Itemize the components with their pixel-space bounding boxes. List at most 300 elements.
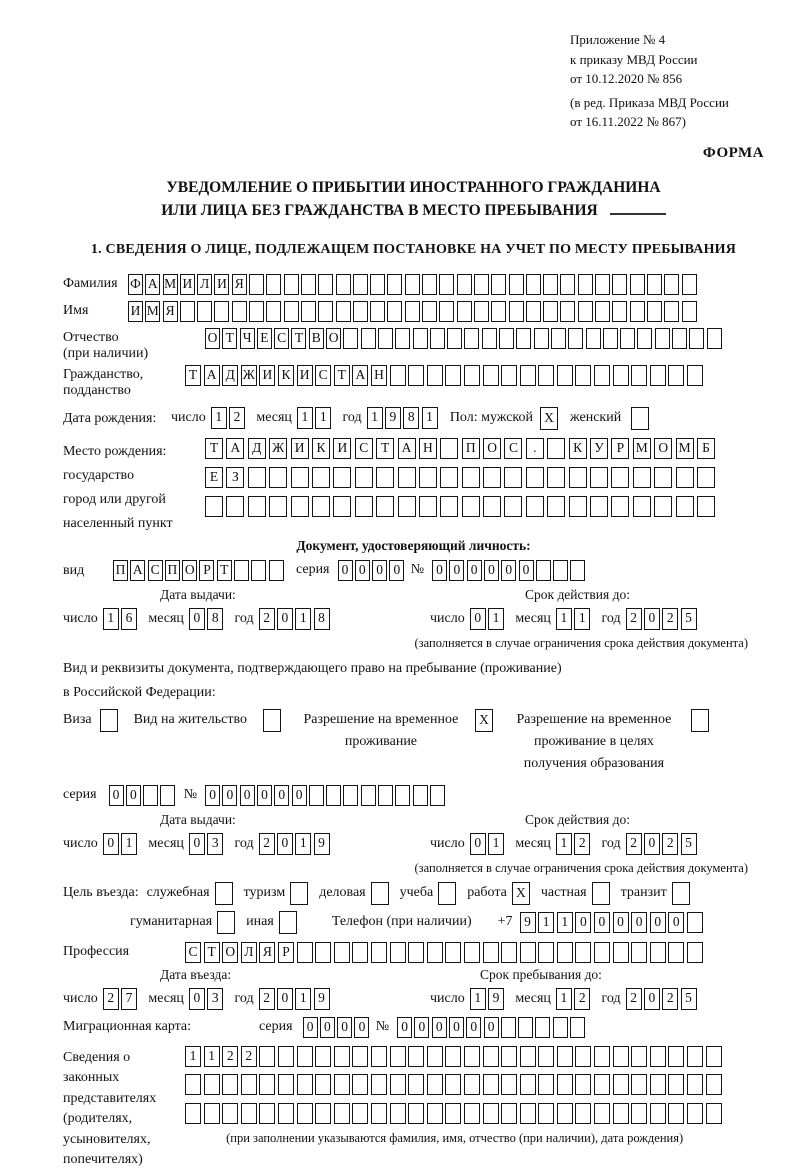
month-box[interactable]: 1: [556, 833, 572, 855]
char-box[interactable]: 0: [613, 912, 629, 933]
char-box[interactable]: [483, 1103, 499, 1124]
char-box[interactable]: [483, 496, 501, 517]
month-box[interactable]: 3: [207, 833, 223, 855]
char-box[interactable]: М: [676, 438, 694, 459]
char-box[interactable]: Д: [222, 365, 238, 386]
char-box[interactable]: [251, 560, 266, 581]
char-box[interactable]: А: [130, 560, 145, 581]
char-box[interactable]: [445, 1074, 461, 1095]
day-box[interactable]: 0: [470, 608, 486, 630]
char-box[interactable]: [259, 1103, 275, 1124]
char-box[interactable]: Т: [185, 365, 201, 386]
char-box[interactable]: [309, 785, 324, 806]
day-box[interactable]: 1: [488, 608, 504, 630]
char-box[interactable]: [613, 1074, 629, 1095]
char-box[interactable]: [668, 1074, 684, 1095]
char-box[interactable]: С: [185, 942, 201, 963]
char-box[interactable]: [687, 912, 703, 933]
char-box[interactable]: [291, 496, 309, 517]
char-box[interactable]: К: [278, 365, 294, 386]
char-box[interactable]: [578, 274, 593, 295]
char-box[interactable]: Т: [205, 438, 223, 459]
year-box[interactable]: 5: [681, 988, 697, 1010]
char-box[interactable]: [352, 1103, 368, 1124]
char-box[interactable]: [611, 496, 629, 517]
char-box[interactable]: [413, 785, 428, 806]
year-box[interactable]: 2: [259, 833, 275, 855]
char-box[interactable]: [439, 301, 454, 322]
char-box[interactable]: [536, 560, 551, 581]
char-box[interactable]: [575, 365, 591, 386]
char-box[interactable]: [334, 1103, 350, 1124]
char-box[interactable]: [378, 328, 393, 349]
char-box[interactable]: [312, 496, 330, 517]
char-box[interactable]: [376, 496, 394, 517]
char-box[interactable]: [557, 1074, 573, 1095]
char-box[interactable]: [560, 301, 575, 322]
char-box[interactable]: [570, 1017, 585, 1038]
char-box[interactable]: [398, 496, 416, 517]
char-box[interactable]: [516, 328, 531, 349]
day-box[interactable]: 7: [121, 988, 137, 1010]
char-box[interactable]: [526, 467, 544, 488]
char-box[interactable]: [613, 365, 629, 386]
char-box[interactable]: С: [504, 438, 522, 459]
char-box[interactable]: 0: [466, 1017, 481, 1038]
purpose-checkbox[interactable]: [371, 882, 389, 905]
char-box[interactable]: 0: [432, 560, 447, 581]
char-box[interactable]: [557, 1046, 573, 1067]
char-box[interactable]: [464, 328, 479, 349]
char-box[interactable]: [707, 328, 722, 349]
char-box[interactable]: [689, 328, 704, 349]
char-box[interactable]: 0: [292, 785, 307, 806]
month-box[interactable]: 8: [207, 608, 223, 630]
year-box[interactable]: 0: [644, 988, 660, 1010]
char-box[interactable]: [143, 785, 158, 806]
char-box[interactable]: 0: [501, 560, 516, 581]
char-box[interactable]: [301, 301, 316, 322]
char-box[interactable]: [259, 1074, 275, 1095]
char-box[interactable]: [668, 365, 684, 386]
char-box[interactable]: [370, 301, 385, 322]
year-box[interactable]: 1: [295, 988, 311, 1010]
char-box[interactable]: [520, 1103, 536, 1124]
char-box[interactable]: [547, 438, 565, 459]
char-box[interactable]: [204, 1103, 220, 1124]
char-box[interactable]: 1: [557, 912, 573, 933]
char-box[interactable]: [232, 301, 247, 322]
char-box[interactable]: [595, 301, 610, 322]
char-box[interactable]: [387, 301, 402, 322]
char-box[interactable]: 1: [185, 1046, 201, 1067]
year-box[interactable]: 9: [385, 407, 401, 429]
char-box[interactable]: [440, 438, 458, 459]
char-box[interactable]: [371, 1074, 387, 1095]
char-box[interactable]: [687, 365, 703, 386]
char-box[interactable]: 0: [274, 785, 289, 806]
char-box[interactable]: 0: [126, 785, 141, 806]
char-box[interactable]: [637, 328, 652, 349]
month-box[interactable]: 1: [315, 407, 331, 429]
char-box[interactable]: С: [148, 560, 163, 581]
char-box[interactable]: [575, 1103, 591, 1124]
char-box[interactable]: М: [145, 301, 160, 322]
char-box[interactable]: [586, 328, 601, 349]
day-box[interactable]: 1: [103, 608, 119, 630]
char-box[interactable]: [633, 496, 651, 517]
month-box[interactable]: 1: [574, 608, 590, 630]
year-box[interactable]: 1: [295, 833, 311, 855]
year-box[interactable]: 9: [314, 833, 330, 855]
char-box[interactable]: [395, 785, 410, 806]
char-box[interactable]: Я: [163, 301, 178, 322]
char-box[interactable]: [334, 1046, 350, 1067]
char-box[interactable]: [520, 1046, 536, 1067]
char-box[interactable]: [682, 301, 697, 322]
char-box[interactable]: [612, 301, 627, 322]
char-box[interactable]: [241, 1074, 257, 1095]
char-box[interactable]: 0: [631, 912, 647, 933]
char-box[interactable]: [378, 785, 393, 806]
char-box[interactable]: [464, 365, 480, 386]
sex-female-checkbox[interactable]: [631, 407, 649, 430]
char-box[interactable]: [249, 274, 264, 295]
char-box[interactable]: О: [205, 328, 220, 349]
char-box[interactable]: И: [291, 438, 309, 459]
char-box[interactable]: 0: [575, 912, 591, 933]
char-box[interactable]: [633, 467, 651, 488]
char-box[interactable]: [204, 1074, 220, 1095]
char-box[interactable]: Т: [334, 365, 350, 386]
char-box[interactable]: [408, 365, 424, 386]
char-box[interactable]: [427, 1046, 443, 1067]
char-box[interactable]: [284, 301, 299, 322]
month-box[interactable]: 2: [574, 833, 590, 855]
char-box[interactable]: Е: [257, 328, 272, 349]
char-box[interactable]: [353, 301, 368, 322]
char-box[interactable]: 0: [337, 1017, 352, 1038]
char-box[interactable]: [361, 785, 376, 806]
char-box[interactable]: 0: [414, 1017, 429, 1038]
char-box[interactable]: А: [352, 365, 368, 386]
char-box[interactable]: [575, 1046, 591, 1067]
day-box[interactable]: 9: [488, 988, 504, 1010]
char-box[interactable]: [259, 1046, 275, 1067]
char-box[interactable]: [520, 1074, 536, 1095]
purpose-checkbox[interactable]: [217, 911, 235, 934]
char-box[interactable]: [315, 1103, 331, 1124]
day-box[interactable]: 0: [470, 833, 486, 855]
char-box[interactable]: [687, 1046, 703, 1067]
char-box[interactable]: [578, 301, 593, 322]
char-box[interactable]: [482, 328, 497, 349]
char-box[interactable]: [483, 942, 499, 963]
char-box[interactable]: [249, 301, 264, 322]
char-box[interactable]: [706, 1074, 722, 1095]
year-box[interactable]: 8: [403, 407, 419, 429]
char-box[interactable]: [504, 467, 522, 488]
char-box[interactable]: [575, 1074, 591, 1095]
char-box[interactable]: [501, 1103, 517, 1124]
month-box[interactable]: 0: [189, 988, 205, 1010]
char-box[interactable]: Н: [371, 365, 387, 386]
char-box[interactable]: [269, 560, 284, 581]
char-box[interactable]: [668, 1046, 684, 1067]
char-box[interactable]: [538, 1074, 554, 1095]
char-box[interactable]: [408, 1046, 424, 1067]
year-box[interactable]: 2: [259, 608, 275, 630]
char-box[interactable]: [371, 1046, 387, 1067]
char-box[interactable]: Л: [197, 274, 212, 295]
year-box[interactable]: 2: [626, 608, 642, 630]
char-box[interactable]: Р: [199, 560, 214, 581]
char-box[interactable]: [499, 328, 514, 349]
month-box[interactable]: 0: [189, 833, 205, 855]
char-box[interactable]: [334, 942, 350, 963]
char-box[interactable]: [462, 496, 480, 517]
char-box[interactable]: Н: [419, 438, 437, 459]
sex-male-checkbox[interactable]: X: [540, 407, 558, 430]
char-box[interactable]: [214, 301, 229, 322]
char-box[interactable]: [535, 1017, 550, 1038]
purpose-checkbox[interactable]: [290, 882, 308, 905]
char-box[interactable]: [534, 328, 549, 349]
char-box[interactable]: [526, 496, 544, 517]
char-box[interactable]: [543, 274, 558, 295]
char-box[interactable]: [405, 274, 420, 295]
char-box[interactable]: [427, 1074, 443, 1095]
char-box[interactable]: [390, 1074, 406, 1095]
char-box[interactable]: С: [274, 328, 289, 349]
year-box[interactable]: 5: [681, 608, 697, 630]
char-box[interactable]: [370, 274, 385, 295]
char-box[interactable]: [248, 467, 266, 488]
char-box[interactable]: [526, 274, 541, 295]
char-box[interactable]: [650, 1103, 666, 1124]
char-box[interactable]: [430, 785, 445, 806]
char-box[interactable]: [631, 1103, 647, 1124]
char-box[interactable]: [464, 1103, 480, 1124]
char-box[interactable]: [185, 1103, 201, 1124]
char-box[interactable]: [222, 1103, 238, 1124]
purpose-checkbox[interactable]: [215, 882, 233, 905]
char-box[interactable]: 1: [538, 912, 554, 933]
char-box[interactable]: [464, 1074, 480, 1095]
char-box[interactable]: 0: [109, 785, 124, 806]
char-box[interactable]: [427, 942, 443, 963]
year-box[interactable]: 0: [277, 608, 293, 630]
char-box[interactable]: [445, 365, 461, 386]
char-box[interactable]: [594, 1074, 610, 1095]
char-box[interactable]: [413, 328, 428, 349]
char-box[interactable]: [315, 1046, 331, 1067]
char-box[interactable]: [445, 942, 461, 963]
char-box[interactable]: [419, 496, 437, 517]
char-box[interactable]: О: [182, 560, 197, 581]
char-box[interactable]: [613, 1046, 629, 1067]
char-box[interactable]: [408, 1103, 424, 1124]
month-box[interactable]: 1: [556, 988, 572, 1010]
char-box[interactable]: У: [590, 438, 608, 459]
char-box[interactable]: Т: [291, 328, 306, 349]
char-box[interactable]: [491, 301, 506, 322]
char-box[interactable]: .: [526, 438, 544, 459]
char-box[interactable]: 0: [240, 785, 255, 806]
char-box[interactable]: [594, 1103, 610, 1124]
char-box[interactable]: [297, 1074, 313, 1095]
char-box[interactable]: К: [312, 438, 330, 459]
char-box[interactable]: [427, 365, 443, 386]
char-box[interactable]: [387, 274, 402, 295]
char-box[interactable]: 9: [520, 912, 536, 933]
purpose-checkbox[interactable]: X: [512, 882, 530, 905]
month-box[interactable]: 3: [207, 988, 223, 1010]
char-box[interactable]: [491, 274, 506, 295]
char-box[interactable]: [419, 467, 437, 488]
year-box[interactable]: 0: [644, 608, 660, 630]
char-box[interactable]: 0: [389, 560, 404, 581]
year-box[interactable]: 0: [277, 833, 293, 855]
char-box[interactable]: [538, 1103, 554, 1124]
char-box[interactable]: [483, 1046, 499, 1067]
char-box[interactable]: Я: [232, 274, 247, 295]
char-box[interactable]: [352, 1074, 368, 1095]
char-box[interactable]: 0: [354, 1017, 369, 1038]
char-box[interactable]: [595, 274, 610, 295]
day-box[interactable]: 6: [121, 608, 137, 630]
char-box[interactable]: [422, 301, 437, 322]
char-box[interactable]: [668, 1103, 684, 1124]
temp-residence-checkbox[interactable]: X: [475, 709, 493, 732]
char-box[interactable]: [538, 1046, 554, 1067]
char-box[interactable]: [462, 467, 480, 488]
char-box[interactable]: [687, 942, 703, 963]
char-box[interactable]: [611, 467, 629, 488]
char-box[interactable]: Ф: [128, 274, 143, 295]
char-box[interactable]: [706, 1103, 722, 1124]
char-box[interactable]: [371, 1103, 387, 1124]
day-box[interactable]: 2: [229, 407, 245, 429]
char-box[interactable]: [291, 467, 309, 488]
char-box[interactable]: [297, 1103, 313, 1124]
char-box[interactable]: [343, 328, 358, 349]
char-box[interactable]: [557, 1103, 573, 1124]
char-box[interactable]: [355, 496, 373, 517]
char-box[interactable]: [457, 274, 472, 295]
char-box[interactable]: [501, 942, 517, 963]
char-box[interactable]: [538, 942, 554, 963]
char-box[interactable]: [594, 942, 610, 963]
day-box[interactable]: 0: [103, 833, 119, 855]
char-box[interactable]: [509, 274, 524, 295]
year-box[interactable]: 5: [681, 833, 697, 855]
char-box[interactable]: М: [163, 274, 178, 295]
char-box[interactable]: 2: [241, 1046, 257, 1067]
char-box[interactable]: [464, 1046, 480, 1067]
year-box[interactable]: 1: [367, 407, 383, 429]
char-box[interactable]: [226, 496, 244, 517]
char-box[interactable]: [631, 1046, 647, 1067]
char-box[interactable]: [297, 942, 313, 963]
char-box[interactable]: В: [309, 328, 324, 349]
char-box[interactable]: 0: [338, 560, 353, 581]
char-box[interactable]: [504, 496, 522, 517]
char-box[interactable]: [248, 496, 266, 517]
char-box[interactable]: 0: [519, 560, 534, 581]
char-box[interactable]: К: [569, 438, 587, 459]
char-box[interactable]: [655, 328, 670, 349]
day-box[interactable]: 1: [488, 833, 504, 855]
char-box[interactable]: [269, 467, 287, 488]
year-box[interactable]: 1: [422, 407, 438, 429]
char-box[interactable]: [266, 274, 281, 295]
char-box[interactable]: [160, 785, 175, 806]
char-box[interactable]: [547, 496, 565, 517]
purpose-checkbox[interactable]: [438, 882, 456, 905]
char-box[interactable]: [197, 301, 212, 322]
char-box[interactable]: [526, 301, 541, 322]
char-box[interactable]: [557, 942, 573, 963]
char-box[interactable]: И: [297, 365, 313, 386]
year-box[interactable]: 0: [644, 833, 660, 855]
char-box[interactable]: [333, 467, 351, 488]
char-box[interactable]: 0: [432, 1017, 447, 1038]
char-box[interactable]: П: [165, 560, 180, 581]
day-box[interactable]: 1: [211, 407, 227, 429]
char-box[interactable]: [408, 1074, 424, 1095]
char-box[interactable]: 0: [372, 560, 387, 581]
char-box[interactable]: [568, 328, 583, 349]
day-box[interactable]: 1: [470, 988, 486, 1010]
char-box[interactable]: [650, 1074, 666, 1095]
char-box[interactable]: 2: [222, 1046, 238, 1067]
char-box[interactable]: [390, 942, 406, 963]
char-box[interactable]: [668, 942, 684, 963]
char-box[interactable]: 0: [594, 912, 610, 933]
char-box[interactable]: [631, 942, 647, 963]
char-box[interactable]: [278, 1103, 294, 1124]
char-box[interactable]: 0: [484, 1017, 499, 1038]
char-box[interactable]: Т: [376, 438, 394, 459]
char-box[interactable]: [464, 942, 480, 963]
char-box[interactable]: [445, 1103, 461, 1124]
char-box[interactable]: [427, 1103, 443, 1124]
char-box[interactable]: [594, 365, 610, 386]
char-box[interactable]: [390, 1103, 406, 1124]
purpose-checkbox[interactable]: [672, 882, 690, 905]
char-box[interactable]: [650, 942, 666, 963]
char-box[interactable]: [647, 301, 662, 322]
char-box[interactable]: 0: [467, 560, 482, 581]
char-box[interactable]: [553, 560, 568, 581]
char-box[interactable]: [594, 1046, 610, 1067]
char-box[interactable]: [301, 274, 316, 295]
year-box[interactable]: 2: [662, 608, 678, 630]
char-box[interactable]: [664, 274, 679, 295]
char-box[interactable]: [297, 1046, 313, 1067]
char-box[interactable]: [553, 1017, 568, 1038]
char-box[interactable]: [509, 301, 524, 322]
char-box[interactable]: [440, 467, 458, 488]
char-box[interactable]: [538, 365, 554, 386]
char-box[interactable]: Р: [278, 942, 294, 963]
char-box[interactable]: [630, 301, 645, 322]
char-box[interactable]: [570, 560, 585, 581]
char-box[interactable]: 0: [449, 1017, 464, 1038]
char-box[interactable]: [612, 274, 627, 295]
char-box[interactable]: 0: [484, 560, 499, 581]
